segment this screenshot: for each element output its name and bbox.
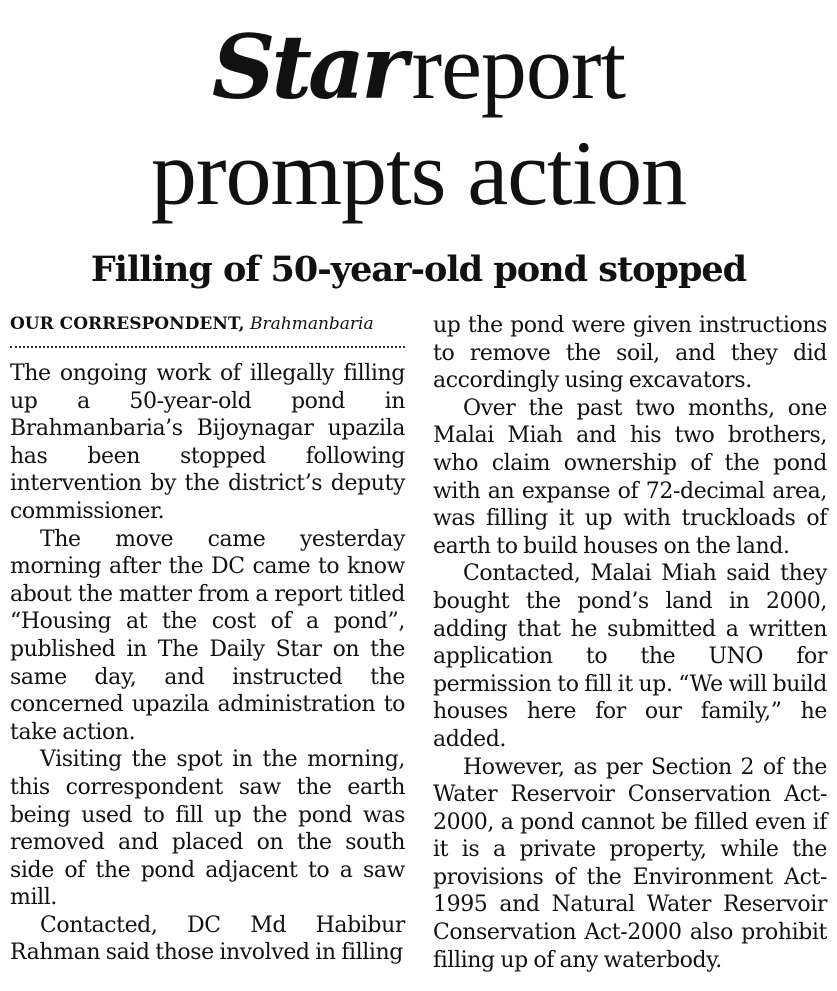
paragraph: Over the past two months, one Malai Miah and his two brothers, who claim ownership of the pond with an expanse of 72-decimal area, was filling it up with truckloads of earth to build houses on the land. [433, 395, 827, 559]
headline-line-2: prompts action [150, 122, 687, 224]
paragraph: Contacted, DC Md Habibur Rahman said those involved in filling [10, 912, 405, 966]
headline [0, 14, 837, 226]
article-column-left [10, 312, 405, 967]
paragraph: The ongoing work of illegally filling up a 50-year-old pond in Brahmanbaria’s Bijoynagar upazila has been stopped following intervention by the district’s deputy commissioner. [10, 361, 405, 524]
paragraph: up the pond were given instructions to remove the soil, and they did accordingly using excavators. [433, 313, 827, 394]
article-column-right [433, 312, 827, 974]
paragraph: Visiting the spot in the morning, this correspondent saw the earth being used to fill up the pond was removed and placed on the south side of the pond adjacent to a saw mill. [10, 747, 405, 911]
paragraph: However, as per Section 2 of the Water Reservoir Conservation Act-2000, a pond cannot be filled even if it is a private property, while the provisions of the Environment Act-1995 and Natural Water Reservoir Conservation Act-2000 also prohibit filling up of any waterbody. [433, 754, 827, 973]
paragraph: Contacted, Malai Miah said they bought the pond’s land in 2000, adding that he submitted a written application to the UNO for permission to fill it up. “We will build houses here for our family,” he added. [433, 561, 827, 752]
subheadline: Filling of 50-year-old pond stopped [90, 249, 747, 290]
byline-divider [10, 346, 405, 348]
headline-line-1 [0, 14, 837, 120]
byline-location: Brahmanbaria [250, 314, 374, 334]
star-brand-logo: Star [211, 15, 404, 119]
byline [10, 312, 405, 338]
byline-author: OUR CORRESPONDENT, [10, 314, 245, 334]
headline-word-report: report [411, 16, 626, 118]
paragraph: The move came yesterday morning after the DC came to know about the matter from a report titled “Housing at the cost of a pond”, published in The Daily Star on the same day, and instructed the concerned upazila administration to take action. [10, 526, 405, 745]
